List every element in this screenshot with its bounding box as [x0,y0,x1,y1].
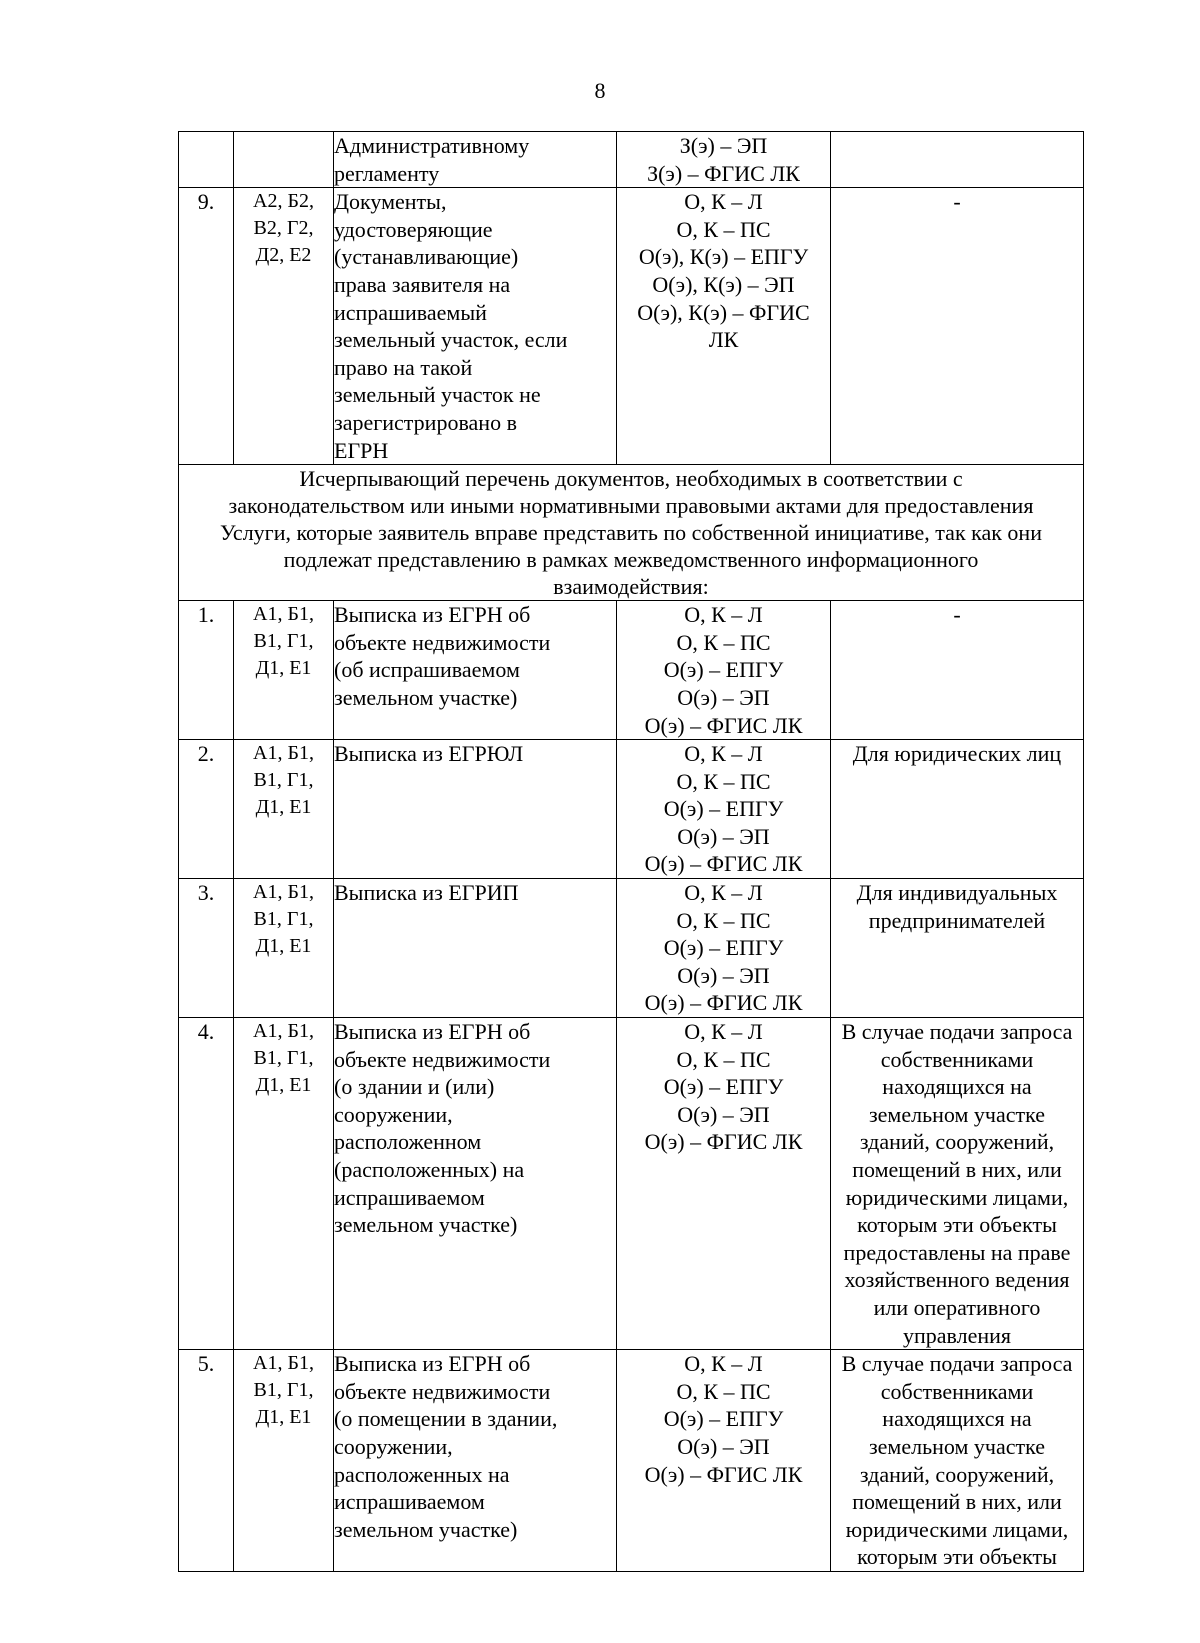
note-line: управления [902,1322,1012,1348]
note-cell [831,740,1084,879]
submission-method: О(э) – ЕПГУ [663,657,784,683]
row-number: 3. [179,879,234,1018]
note-cell [831,1350,1084,1572]
applicant-categories-cell [234,740,334,879]
document-name-cell [334,740,617,879]
document-name-line: (устанавливающие) [334,244,519,270]
documents-table [178,131,1084,1572]
applicant-category: В1, Г1, [253,1379,314,1402]
document-name-line: удостоверяющие [334,216,493,242]
note-cell [831,1018,1084,1350]
document-name-line: (расположенных) на [334,1157,525,1182]
submission-method: О, К – Л [684,1019,763,1045]
document-name-cell [334,601,617,740]
document-name-line: объекте недвижимости [334,629,551,655]
submission-method: О(э) – ФГИС ЛК [644,851,803,877]
note-line: юридическими лицами, [845,1516,1069,1542]
submission-method: О(э) – ЕПГУ [663,935,784,961]
submission-method: О(э) – ФГИС ЛК [644,990,803,1016]
document-name-line: ЕГРН [334,437,389,463]
document-name-line: сооружении, [334,1101,453,1127]
note-line: В случае подачи запроса [841,1019,1073,1045]
submission-method: О(э) – ЭП [677,684,770,710]
applicant-category: А1, Б1, [253,881,314,904]
document-name-line: (о здании и (или) [334,1074,495,1100]
document-name-line: расположенном [334,1129,482,1155]
note-line: помещений в них, или [852,1157,1062,1182]
row-number: 1. [179,601,234,740]
table-body-top [179,132,1084,465]
section-header-line: подлежат представлению в рамках межведомственного информационного [283,547,979,573]
submission-method: О, К – ПС [676,629,771,655]
submission-method: О(э), К(э) – ФГИС [637,299,810,325]
table-row [179,188,1084,465]
submission-method: З(э) – ФГИС ЛК [647,160,800,186]
document-name-line: земельном участке) [334,1212,518,1238]
document-name-line: Выписка из ЕГРН об [334,602,531,628]
table-body-bottom [179,601,1084,1572]
submission-method: О(э) – ФГИС ЛК [644,712,803,738]
section-header-line: взаимодействия: [553,574,709,600]
applicant-categories-cell [234,879,334,1018]
row-number: 2. [179,740,234,879]
applicant-category: А2, Б2, [253,190,314,213]
row-number: 4. [179,1018,234,1350]
applicant-category: Д1, Е1 [255,1406,312,1429]
submission-method: О, К – ПС [676,907,771,933]
document-name-cell [334,879,617,1018]
applicant-category: В1, Г1, [253,908,314,931]
document-name-line: (о помещении в здании, [334,1406,558,1432]
table-row [179,132,1084,188]
note-cell [831,188,1084,465]
document-name-line: Административному [334,133,530,158]
submission-method: О(э) – ЭП [677,823,770,849]
submission-methods-cell [617,188,831,465]
document-name-line: земельном участке) [334,1516,518,1542]
submission-method: О, К – ПС [676,1378,771,1404]
table-row [179,1018,1084,1350]
applicant-category: А1, Б1, [253,742,314,765]
applicant-categories-cell [234,188,334,465]
submission-method: О(э), К(э) – ЭП [652,271,795,297]
applicant-categories-cell [234,601,334,740]
submission-method: О(э) – ЭП [677,1433,770,1459]
document-name-line: объекте недвижимости [334,1378,551,1404]
note-cell [831,879,1084,1018]
document-name-line: Выписка из ЕГРН об [334,1019,531,1045]
section-header-cell [179,465,1084,601]
submission-methods-cell [617,740,831,879]
document-name-line: Документы, [334,189,447,215]
section-header-line: Исчерпывающий перечень документов, необходимых в соответствии с [299,466,963,492]
submission-method: О, К – ПС [676,1046,771,1072]
applicant-category: А1, Б1, [253,1352,314,1375]
applicant-categories-cell [234,1350,334,1572]
note-line: - [953,602,961,628]
table-row [179,740,1084,879]
submission-method: О(э) – ЕПГУ [663,796,784,822]
applicant-category: В2, Г2, [253,217,314,240]
row-number: 9. [179,188,234,465]
applicant-category: Д1, Е1 [255,1074,312,1097]
document-name-line: расположенных на [334,1461,510,1487]
submission-method: О(э) – ЭП [677,962,770,988]
note-line: которым эти объекты [857,1544,1057,1570]
note-line: находящихся на [882,1406,1032,1432]
note-line: которым эти объекты [857,1212,1057,1238]
row-number: 5. [179,1350,234,1572]
applicant-category: В1, Г1, [253,769,314,792]
note-cell [831,132,1084,188]
applicant-categories-cell [234,132,334,188]
applicant-category: Д1, Е1 [255,796,312,819]
submission-method: О, К – Л [684,602,763,628]
applicant-category: Д2, Е2 [255,244,312,267]
section-header-line: Услуги, которые заявитель вправе представить по собственной инициативе, так как они [220,520,1042,546]
submission-methods-cell [617,601,831,740]
document-name-cell [334,1018,617,1350]
note-line: Для индивидуальных [856,880,1058,906]
note-line: помещений в них, или [852,1489,1062,1515]
document-name-line: зарегистрировано в [334,409,517,435]
note-line: зданий, сооружений, [859,1461,1055,1487]
document-name-line: испрашиваемом [334,1489,485,1515]
note-line: юридическими лицами, [845,1184,1069,1210]
section-header-row [179,465,1084,601]
note-line: предоставлены на праве [843,1239,1071,1265]
note-cell [831,601,1084,740]
submission-method: О, К – ПС [676,768,771,794]
document-name-line: право на такой [334,354,473,380]
document-name-line: испрашиваемом [334,1184,485,1210]
note-line: зданий, сооружений, [859,1129,1055,1155]
document-name-cell [334,1350,617,1572]
applicant-category: В1, Г1, [253,630,314,653]
applicant-categories-cell [234,1018,334,1350]
document-name-line: объекте недвижимости [334,1046,551,1072]
submission-methods-cell [617,1018,831,1350]
section-header-body [179,465,1084,601]
submission-method: О(э) – ЭП [677,1101,770,1127]
note-line: или оперативного [873,1294,1041,1320]
note-line: земельном участке [868,1101,1046,1127]
submission-method: О(э) – ЕПГУ [663,1074,784,1100]
table-row [179,879,1084,1018]
document-name-cell [334,132,617,188]
document-name-line: регламенту [334,160,440,186]
document-name-line: Выписка из ЕГРИП [334,880,519,906]
note-line: земельном участке [868,1433,1046,1459]
submission-methods-cell [617,879,831,1018]
submission-method: О, К – Л [684,741,763,767]
submission-methods-cell [617,1350,831,1572]
document-name-line: сооружении, [334,1433,453,1459]
row-number [179,132,234,188]
note-line: собственниками [880,1378,1034,1404]
submission-method: З(э) – ЭП [679,133,768,158]
document-name-line: права заявителя на [334,271,511,297]
note-line: собственниками [880,1046,1034,1072]
table-row [179,1350,1084,1572]
document-name-line: земельный участок не [334,382,541,408]
note-line: В случае подачи запроса [841,1351,1073,1377]
note-line: хозяйственного ведения [844,1267,1070,1293]
applicant-category: В1, Г1, [253,1047,314,1070]
document-name-line: испрашиваемый [334,299,487,325]
submission-methods-cell [617,132,831,188]
note-line: Для юридических лиц [852,741,1062,767]
submission-method: О, К – Л [684,880,763,906]
note-line: находящихся на [882,1074,1032,1100]
document-name-line: земельном участке) [334,684,518,710]
page-number: 8 [594,78,606,103]
submission-method: О, К – Л [684,189,763,215]
note-line: предпринимателей [868,907,1046,933]
submission-method: О(э) – ФГИС ЛК [644,1461,803,1487]
document-name-line: Выписка из ЕГРЮЛ [334,741,524,767]
submission-method: О(э), К(э) – ЕПГУ [638,244,809,270]
applicant-category: Д1, Е1 [255,935,312,958]
submission-method: О(э) – ФГИС ЛК [644,1129,803,1155]
submission-method: О, К – ПС [676,216,771,242]
table-row [179,601,1084,740]
document-name-line: (об испрашиваемом [334,657,520,683]
section-header-line: законодательством или иными нормативными правовыми актами для предоставления [228,493,1034,519]
document-name-line: Выписка из ЕГРН об [334,1351,531,1377]
applicant-category: А1, Б1, [253,603,314,626]
note-line: - [953,189,961,215]
submission-method: О(э) – ЕПГУ [663,1406,784,1432]
submission-method: ЛК [708,327,739,353]
document-name-cell [334,188,617,465]
submission-method: О, К – Л [684,1351,763,1377]
document-name-line: земельный участок, если [334,327,568,353]
applicant-category: А1, Б1, [253,1020,314,1043]
applicant-category: Д1, Е1 [255,657,312,680]
